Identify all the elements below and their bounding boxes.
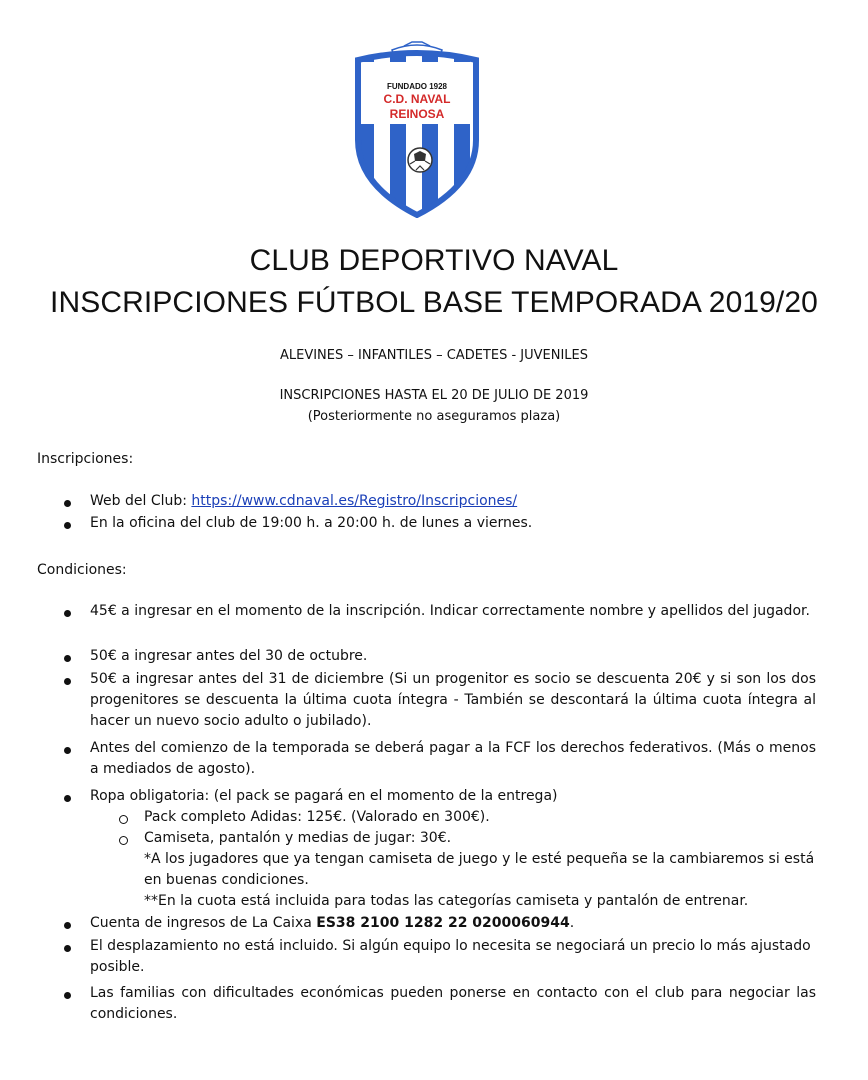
bullet-icon	[64, 655, 71, 662]
condition-sub-item-1: Pack completo Adidas: 125€. (Valorado en 300€).	[144, 809, 490, 825]
condition-item-7: El desplazamiento no está incluido. Si algún equipo lo necesita se negociará un precio lo más ajustado posible.	[90, 938, 811, 975]
clothing-note-2: **En la cuota está incluida para todas las categorías camiseta y pantalón de entrenar.	[144, 893, 749, 909]
condition-item-6	[90, 913, 816, 934]
crest-name: C.D. NAVAL	[383, 92, 451, 106]
bullet-icon	[64, 795, 71, 802]
sub-bullet-icon	[119, 836, 128, 845]
sub-bullet-icon	[119, 815, 128, 824]
list-item-office: En la oficina del club de 19:00 h. a 20:00 h. de lunes a viernes.	[90, 515, 533, 531]
account-suffix: .	[569, 915, 575, 931]
condition-item-1: 45€ a ingresar en el momento de la inscripción. Indicar correctamente nombre y apellidos del jugador.	[90, 603, 810, 619]
web-prefix: Web del Club:	[90, 493, 192, 509]
condition-item-4: Antes del comienzo de la temporada se deberá pagar a la FCF los derechos federativos. (Más o menos a mediados de agosto).	[90, 740, 816, 777]
bullet-icon	[64, 678, 71, 685]
club-crest-logo	[352, 40, 482, 218]
condiciones-label: Condiciones:	[37, 562, 127, 578]
title-line-1: CLUB DEPORTIVO NAVAL	[249, 244, 619, 277]
account-prefix: Cuenta de ingresos de La Caixa	[90, 915, 317, 931]
condition-item-3: 50€ a ingresar antes del 31 de diciembre (Si un progenitor es socio se descuenta 20€ y si son los dos progenitores se descuenta la última cuota íntegra - También se descontará la última cuota íntegra al hacer un nuevo socio adulto o jubilado).	[90, 671, 816, 729]
bullet-icon	[64, 922, 71, 929]
crest-founded: FUNDADO 1928	[386, 82, 448, 91]
condition-item-2: 50€ a ingresar antes del 30 de octubre.	[90, 648, 368, 664]
clothing-note-1: *A los jugadores que ya tengan camiseta de juego y le esté pequeña se la cambiaremos si está en buenas condiciones.	[144, 851, 815, 888]
bullet-icon	[64, 610, 71, 617]
deadline-note: (Posteriormente no aseguramos plaza)	[307, 409, 561, 424]
list-item-web	[90, 491, 816, 512]
categories-line: ALEVINES – INFANTILES – CADETES - JUVENILES	[279, 348, 589, 363]
condition-item-5: Ropa obligatoria: (el pack se pagará en el momento de la entrega)	[90, 788, 558, 804]
title-line-2: INSCRIPCIONES FÚTBOL BASE TEMPORADA 2019/20	[50, 286, 818, 319]
deadline-line: INSCRIPCIONES HASTA EL 20 DE JULIO DE 2019	[279, 388, 589, 403]
condition-sub-item-2: Camiseta, pantalón y medias de jugar: 30€.	[144, 830, 452, 846]
bullet-icon	[64, 522, 71, 529]
inscripciones-label: Inscripciones:	[37, 451, 134, 467]
bullet-icon	[64, 747, 71, 754]
bullet-icon	[64, 945, 71, 952]
bullet-icon	[64, 992, 71, 999]
club-registration-link[interactable]: https://www.cdnaval.es/Registro/Inscripciones/	[191, 493, 518, 509]
account-number: ES38 2100 1282 22 0200060944	[316, 915, 570, 931]
condition-item-8: Las familias con dificultades económicas pueden ponerse en contacto con el club para negociar las condiciones.	[90, 985, 816, 1022]
crest-town: REINOSA	[389, 107, 445, 121]
bullet-icon	[64, 500, 71, 507]
